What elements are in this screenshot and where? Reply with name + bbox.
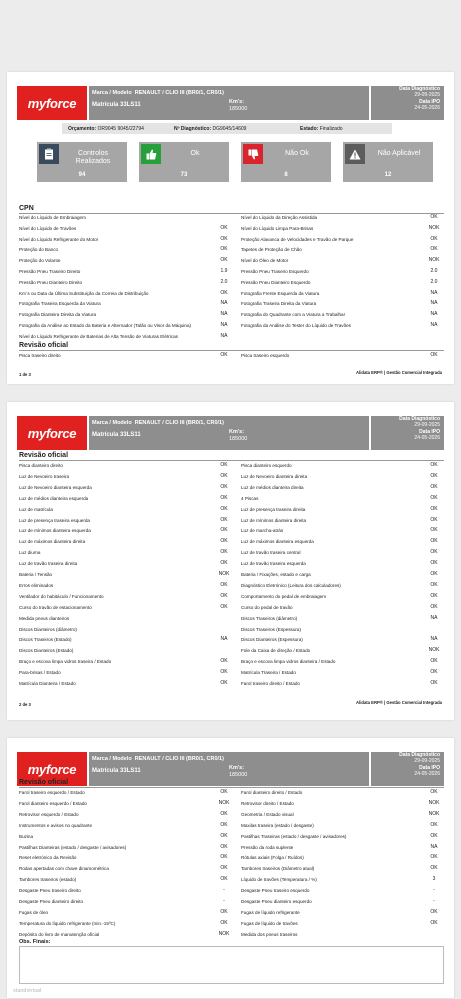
check-item-name: Luz de Nevoeiro dianteira esquerda [19, 484, 92, 490]
check-item-name: Desgaste Pneu traseiro direito [19, 888, 81, 894]
check-item-status: OK [430, 483, 438, 490]
check-item-status: OK [430, 603, 438, 610]
check-item-name: Reset eletrónico da Revisão [19, 855, 77, 861]
check-item-status: OK [220, 527, 228, 534]
check-item-status: OK [220, 832, 228, 839]
check-item-name: Medida pneus dianteiros [19, 615, 70, 621]
check-item-status: OK [220, 494, 228, 501]
check-item-name: Luz diurna [19, 550, 41, 556]
checklist-row [19, 291, 444, 301]
check-item-status: OK [220, 854, 228, 861]
check-item-status: OK [430, 571, 438, 577]
check-item-name: Braço e escova limpa vidros dianteira / Estado [241, 659, 336, 665]
revisao-title-p2: Revisão oficial [19, 452, 69, 459]
checklist-row [19, 226, 444, 236]
checklist-row [19, 539, 444, 549]
check-item-status: NA [220, 322, 228, 328]
checklist-row [19, 496, 444, 506]
check-item-name: Discos Dianteiros (Espessura) [241, 637, 303, 643]
check-item-status: NA [220, 332, 228, 339]
checklist-row [19, 474, 444, 484]
check-item-name: Tambores traseiros (estado) [19, 877, 77, 883]
check-item-name: Fotografia Traseira Esquerda da Viatura [19, 301, 101, 307]
checklist-row [19, 561, 444, 571]
check-item-status: OK [430, 581, 438, 588]
check-item-name: Tapetes de Proteção de Chão [241, 247, 302, 253]
check-item-status: OK [430, 352, 438, 358]
check-item-status: OK [430, 658, 438, 665]
checklist-row [19, 353, 444, 363]
check-item-status: OK [430, 214, 438, 220]
check-item-status: OK [430, 821, 438, 828]
checklist-row [19, 910, 444, 920]
checklist-row [19, 605, 444, 615]
check-item-status: NA [220, 300, 228, 307]
check-item-status: 3 [432, 876, 436, 883]
check-item-name: Luz de máximos dianteira direita [19, 539, 86, 545]
check-item-name: Farol traseiro esquerdo / Estado [19, 790, 85, 795]
obs-finais-box [19, 946, 444, 984]
check-item-status: OK [220, 789, 228, 795]
check-item-status: OK [430, 549, 438, 556]
check-item-status: - [223, 887, 225, 894]
check-item-name: Matrícula Traseira / Estado [241, 670, 296, 676]
myforce-logo: myforce [17, 752, 87, 786]
check-item-status: OK [430, 494, 438, 501]
check-item-name: Luz de travão traseira central [241, 550, 301, 556]
checklist-row [19, 247, 444, 257]
check-item-name: Farol traseiro direito / Estado [241, 681, 300, 686]
vehicle-info: Marca / Modelo RENAULT / CLIO III (BR0/1, CR0/1) Matrícula 33LS11 Km's: 185000 [89, 416, 369, 450]
check-item-name: Fotografia da Análise do Tester do Líquido de Travões [241, 323, 351, 328]
check-item-name: Fugas de óleo [19, 909, 49, 915]
check-item-status: OK [220, 246, 228, 253]
check-item-name: Fotografia Traseira Direita da Viatura [241, 301, 317, 307]
check-item-name: Luz de mínimos dianteira direita [241, 517, 307, 523]
check-item-status: OK [220, 538, 228, 545]
check-item-name: Instrumentos e avisos no quadrante [19, 822, 93, 828]
check-item-name: Luz de marcha-atrás [241, 528, 284, 534]
check-item-name: Nível do Líquido Refrigerante do Motor [19, 236, 99, 242]
checklist-row [19, 648, 444, 658]
check-item-name: Luz de matrícula [19, 506, 53, 512]
watermark: standvirtual [13, 988, 42, 994]
report-page-3 [7, 738, 454, 998]
check-item-name: Pisca dianteiro esquerdo [241, 463, 292, 468]
footer-alidata-1: Alidata ERP® | Gestão Comercial Integrada [356, 370, 442, 375]
check-item-name: Nível do Líquido de Embraiagem [19, 215, 86, 220]
check-item-name: Fugas de líquido refrigerante [241, 909, 300, 915]
checklist-row [19, 507, 444, 517]
checklist-row [19, 888, 444, 898]
checklist-row [19, 237, 444, 247]
check-item-status: OK [220, 235, 228, 242]
vehicle-info: Marca / Modelo RENAULT / CLIO III (BR0/1, CR0/1) Matrícula 33LS11 Km's: 185000 [89, 752, 369, 786]
dates-box: Data Diagnóstico 29-09-2025 Data IPO 24-05-2026 [371, 86, 444, 120]
check-item-status: OK [430, 462, 438, 468]
check-item-name: Luz de máximos dianteira esquerda [241, 539, 314, 545]
page-number-2: 2 de 3 [19, 702, 31, 707]
checklist-row [19, 801, 444, 811]
obs-finais-label: Obs. Finais: [19, 939, 51, 945]
check-item-status: OK [220, 592, 228, 599]
check-item-status: NOK [218, 571, 230, 577]
check-item-status: OK [220, 603, 228, 610]
check-item-name: Curso do travão de estacionamento [19, 604, 92, 610]
check-item-name: Pressão Pneu Dianteiro Esquerdo [241, 279, 311, 285]
vehicle-info: Marca / Modelo RENAULT / CLIO III (BR0/1, CR0/1) Matrícula 33LS11 Km's: 185000 [89, 86, 369, 120]
check-item-status: OK [220, 669, 228, 676]
check-item-status: OK [220, 462, 228, 468]
check-item-status: OK [430, 527, 438, 534]
check-item-name: Luz de presença traseira esquerda [19, 517, 90, 523]
check-item-name: Tambores traseiros (Diâmetro atual) [241, 866, 315, 872]
check-item-name: Maxilas traseira (estado / desgaste) [241, 822, 314, 828]
check-item-status: OK [430, 854, 438, 861]
check-item-status: NA [220, 311, 228, 318]
warning-icon [345, 144, 365, 164]
check-item-name: Proteção do Banco [19, 247, 59, 253]
check-item-name: Km`s ou Data da Última Substituição da Correia de Distribuição [19, 290, 149, 296]
check-item-status: OK [220, 810, 228, 817]
check-item-status: NOK [428, 810, 440, 817]
card-nao-ok: Não Ok 8 [241, 142, 331, 182]
check-item-name: Matrícula Dianteira / Estado [19, 681, 76, 686]
thumbs-down-icon [243, 144, 263, 164]
check-item-status: OK [220, 257, 228, 264]
checklist-row [19, 583, 444, 593]
checklist-row [19, 550, 444, 560]
check-item-status: OK [220, 919, 228, 926]
checklist-row [19, 485, 444, 495]
check-item-status: OK [220, 549, 228, 556]
footer-alidata-2: Alidata ERP® | Gestão Comercial Integrada [356, 700, 442, 705]
check-item-name: Nível do Líquido Refrigerante de Baterias de Alta Tensão de Viaturas Elétricas [19, 333, 178, 339]
check-item-status: OK [220, 289, 228, 296]
check-item-name: Desgaste Pneu dianteiro esquerdo [241, 899, 312, 904]
check-item-status: OK [430, 538, 438, 545]
check-item-name: Discos Traseiros (Estado) [19, 637, 72, 643]
cpn-title: CPN [19, 205, 34, 212]
check-item-name: Discos Dianteiros (Estado) [19, 648, 74, 654]
card-nao-aplicavel: Não Aplicável 12 [343, 142, 433, 182]
checklist-row [19, 463, 444, 473]
check-item-status: NA [430, 300, 438, 307]
report-page-1 [7, 72, 454, 384]
checklist-row [19, 681, 444, 691]
report-header [17, 416, 444, 450]
report-header [17, 86, 444, 120]
check-item-status: NA [430, 289, 438, 296]
check-item-status: OK [220, 505, 228, 512]
card-ok: Ok 73 [139, 142, 229, 182]
check-item-name: Desgaste Pneu traseiro esquerdo [241, 888, 310, 894]
checklist-row [19, 834, 444, 844]
checklist-row [19, 670, 444, 680]
checklist-row [19, 932, 444, 942]
check-item-name: Braço e escova limpa vidros traseira / Estado [19, 659, 112, 665]
check-item-status: OK [220, 472, 228, 479]
check-item-name: Discos Dianteiros (diâmetro) [19, 626, 77, 632]
check-item-name: Erros eliminados [19, 582, 54, 588]
checklist-row [19, 280, 444, 290]
check-item-status: OK [430, 592, 438, 599]
check-item-name: Fotografia da Análise ao Estado da Bateria e Alternador (Talão ou Visor da Máquina) [19, 323, 192, 328]
checklist-row [19, 921, 444, 931]
check-item-status: OK [430, 680, 438, 686]
check-item-name: Líquido de travões (Temperatura / %) [241, 877, 317, 883]
check-item-status: NOK [218, 930, 230, 937]
check-item-name: Pastilhas Dianteiras (estado / desgaste / avisadores) [19, 844, 127, 850]
summary-cards [37, 142, 432, 182]
check-item-status: OK [220, 908, 228, 915]
check-item-name: Rótulas axiais (Folga / Ruídos) [241, 855, 304, 861]
check-item-status: OK [220, 560, 228, 567]
checklist-row [19, 323, 444, 333]
check-item-name: Proteção Alavanca de Velocidades e Travão de Parque [241, 236, 354, 242]
checklist-row [19, 572, 444, 582]
orcamento-bar: Orçamento: OR9045 9045/22794 Nº Diagnóstico: DG9045/14609 Estado: Finalizado [62, 123, 392, 134]
check-item-name: Fotografia Frente Esquerda da Viatura [241, 290, 320, 296]
check-item-name: Luz de Nevoeiro traseira [19, 473, 70, 479]
revisao-title-p1: Revisão oficial [19, 342, 69, 349]
check-item-name: Discos Traseiros (diâmetro) [241, 615, 298, 621]
checklist-row [19, 334, 444, 344]
check-item-name: Proteção do Volante [19, 258, 61, 264]
checklist-row [19, 258, 444, 268]
dates-box: Data Diagnóstico 29-09-2025 Data IPO 24-05-2026 [371, 416, 444, 450]
check-item-status: OK [430, 505, 438, 512]
checklist-row [19, 877, 444, 887]
check-item-status: NOK [218, 799, 230, 806]
check-item-name: Pressão Pneu Dianteiro Direito [19, 279, 83, 285]
check-item-name: Luz de travão traseira direita [19, 561, 78, 567]
report-header [17, 752, 444, 786]
check-item-name: Pressão da roda suplente [241, 844, 294, 850]
checklist-row [19, 637, 444, 647]
check-item-status: OK [430, 669, 438, 676]
checklist-row [19, 659, 444, 669]
check-item-name: Fugas de líquido de travões [241, 920, 298, 926]
check-item-status: OK [220, 483, 228, 490]
check-item-status: NA [430, 311, 438, 318]
checklist-row [19, 855, 444, 865]
myforce-logo: myforce [17, 416, 87, 450]
check-item-name: Pisca traseiro esquerdo [241, 353, 290, 358]
check-item-status: 2.0 [220, 278, 228, 285]
checklist-row [19, 301, 444, 311]
check-item-status: OK [430, 919, 438, 926]
check-item-status: - [433, 898, 435, 904]
thumbs-up-icon [141, 144, 161, 164]
check-item-name: Nível do Líquido de Travões [19, 225, 77, 231]
checklist-row [19, 518, 444, 528]
check-item-name: Fotografia do Quadrante com a Viatura a Trabalhar [241, 312, 346, 318]
check-item-status: NA [430, 614, 438, 621]
check-item-name: 4 Piscas [241, 495, 259, 501]
check-item-status: 2.0 [430, 268, 438, 274]
check-item-name: Luz de médios dianteira esquerda [19, 495, 89, 501]
checklist-row [19, 312, 444, 322]
check-item-name: Para-brisas / Estado [19, 670, 61, 676]
check-item-status: OK [220, 843, 228, 850]
check-item-name: Bateria / Tensão [19, 572, 53, 577]
check-item-name: Desgaste Pneu dianteiro direito [19, 899, 84, 904]
check-item-name: Luz de Nevoeiro dianteira direita [241, 473, 308, 479]
check-item-status: OK [220, 821, 228, 828]
check-item-status: OK [220, 658, 228, 665]
checklist-row [19, 627, 444, 637]
checklist-row [19, 866, 444, 876]
check-item-name: Luz de médios dianteira direita [241, 484, 304, 490]
check-item-name: Pisca dianteiro direito [19, 463, 63, 468]
check-item-status: NOK [428, 257, 440, 264]
checklist-row [19, 845, 444, 855]
check-item-status: NOK [428, 799, 440, 806]
check-item-status: - [433, 887, 435, 894]
check-item-status: OK [430, 832, 438, 839]
check-item-status: NA [430, 322, 438, 328]
check-item-name: Discos Traseiros (Espessura) [241, 626, 301, 632]
check-item-status: NOK [428, 647, 440, 654]
check-item-status: OK [220, 516, 228, 523]
check-item-name: Buzina [19, 833, 34, 839]
check-item-name: Farol dianteiro direito / Estado [241, 790, 303, 795]
checklist-row [19, 790, 444, 800]
check-item-status: OK [220, 224, 228, 231]
checklist-row [19, 215, 444, 225]
check-item-status: NA [430, 636, 438, 643]
check-item-status: - [223, 898, 225, 904]
checklist-row [19, 823, 444, 833]
check-item-name: Curso do pedal de travão [241, 604, 293, 610]
check-item-name: Luz de presença traseira direita [241, 506, 306, 512]
report-page-2 [7, 402, 454, 720]
check-item-name: Pressão Pneu Traseiro Esquerdo [241, 269, 309, 274]
check-item-name: Farol dianteiro esquerdo / Estado [19, 800, 87, 806]
check-item-status: OK [220, 581, 228, 588]
check-item-status: OK [430, 516, 438, 523]
check-item-name: Nível do Líquido Limpa Para-Brisas [241, 225, 314, 231]
check-item-name: Fole da Caixa de direção / Estado [241, 648, 311, 654]
checklist-row [19, 616, 444, 626]
check-item-status: OK [430, 865, 438, 872]
revisao-title-p3: Revisão oficial [19, 779, 69, 786]
check-item-status: OK [430, 246, 438, 253]
checklist-row [19, 528, 444, 538]
check-item-name: Retrovisor esquerdo / Estado [19, 811, 79, 817]
check-item-status: OK [430, 560, 438, 567]
check-item-name: Bateria / Fixações, estado e carga [241, 572, 311, 577]
dates-box: Data Diagnóstico 29-09-2025 Data IPO 24-05-2026 [371, 752, 444, 786]
check-item-name: Temperatura do líquido refrigerante (min.-15ºC) [19, 920, 116, 926]
check-item-name: Fotografia Dianteira Direita da Viatura [19, 312, 97, 318]
checklist-row [19, 269, 444, 279]
clipboard-icon [39, 144, 59, 164]
check-item-status: 2.0 [430, 278, 438, 285]
myforce-logo: myforce [17, 86, 87, 120]
check-item-status: OK [430, 472, 438, 479]
check-item-name: Pastilhas Traseiras (estado / desgaste / avisadores) [241, 833, 347, 839]
check-item-status: OK [430, 235, 438, 242]
check-item-name: Pisca traseiro direito [19, 353, 61, 358]
check-item-name: Nível do Óleo de Motor [241, 258, 289, 264]
checklist-row [19, 812, 444, 822]
check-item-status: NOK [428, 224, 440, 231]
checklist-row [19, 594, 444, 604]
check-item-status: NA [220, 636, 228, 643]
check-item-status: OK [220, 876, 228, 883]
check-item-name: Geometria / Estado visual [241, 811, 294, 817]
check-item-status: NA [430, 843, 438, 850]
check-item-name: Depósito do livro de manutenção oficial [19, 931, 100, 937]
check-item-name: Luz de travão traseira esquerda [241, 561, 306, 567]
check-item-name: Luz de mínimos dianteira esquerda [19, 528, 91, 534]
check-item-name: Pressão Pneu Traseiro Direito [19, 269, 81, 274]
check-item-status: OK [220, 680, 228, 686]
card-controlos: Controlos Realizados 94 [37, 142, 127, 182]
check-item-name: Retrovisor direito / Estado [241, 800, 294, 806]
check-item-status: OK [430, 789, 438, 795]
check-item-name: Diagnóstico Eletrónico (Leitura dos calculadores) [241, 582, 341, 588]
check-item-name: Nível do Líquido da Direção Assistida [241, 215, 318, 220]
check-item-name: Rodas apertadas com chave dinamométrica [19, 866, 109, 872]
check-item-status: OK [430, 908, 438, 915]
check-item-status: 1.9 [220, 268, 228, 274]
check-item-name: Comportamento do pedal de embraiagem [241, 593, 327, 599]
check-item-status: OK [220, 865, 228, 872]
check-item-status: OK [220, 352, 228, 358]
check-item-name: Ventilador do habitáculo / Funcionamento [19, 593, 104, 599]
check-item-name: Medida dos pneus traseiros [241, 931, 298, 937]
checklist-row [19, 899, 444, 909]
page-number-1: 1 de 3 [19, 372, 31, 377]
